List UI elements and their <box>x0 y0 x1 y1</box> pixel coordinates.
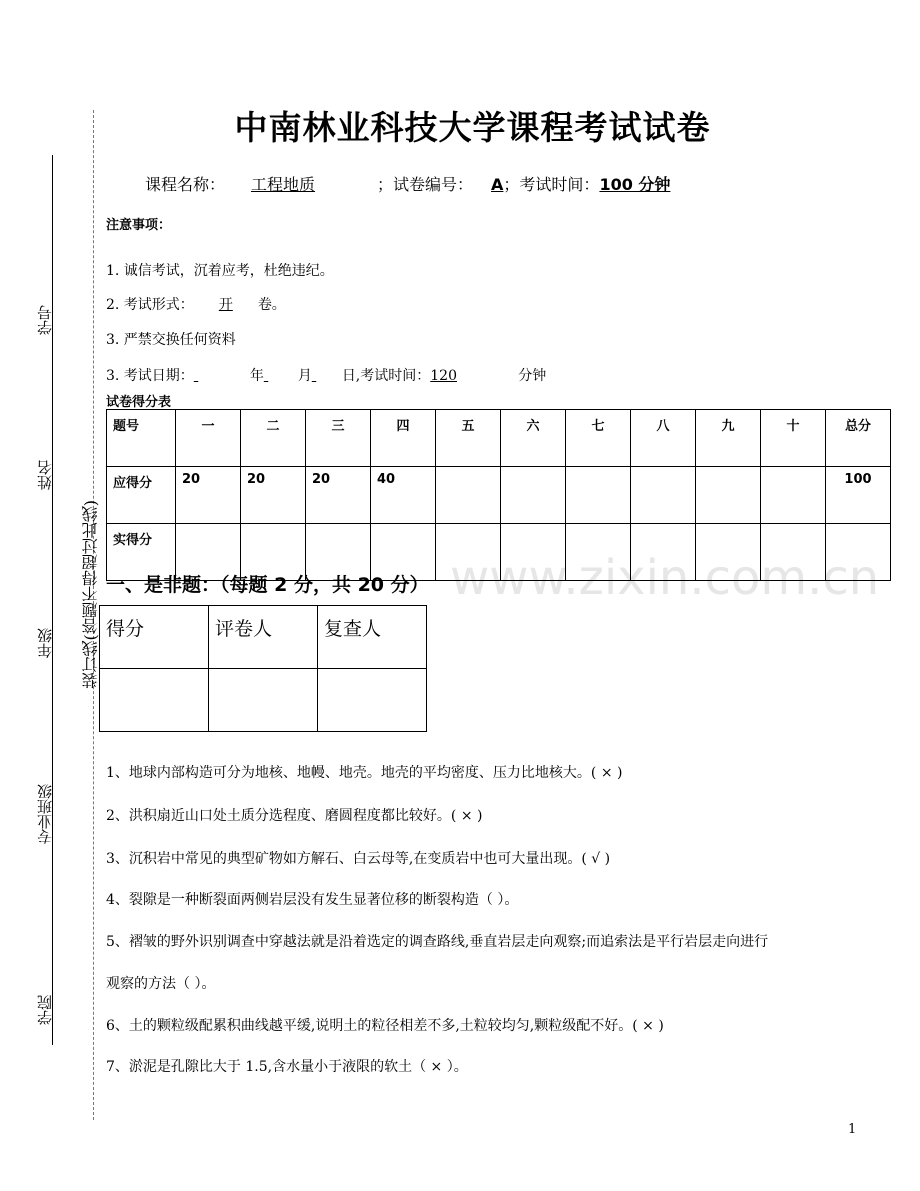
header-cell: 五 <box>436 410 501 467</box>
grade-table-input-row <box>100 669 427 732</box>
page-title: 中南林业科技大学课程考试试卷 <box>234 108 711 147</box>
header-cell: 八 <box>631 410 696 467</box>
score-input-cell[interactable] <box>761 524 826 581</box>
question-1: 1、地球内部构造可分为地核、地幔、地壳。地壳的平均密度、压力比地核大。( × ) <box>106 765 623 781</box>
question-7: 7、淤泥是孔隙比大于 1.5,含水量小于液限的软土（ × ）。 <box>106 1059 468 1075</box>
score-cell: 40 <box>371 467 436 524</box>
score-table-header-row <box>107 410 891 467</box>
grade-table-header-row <box>100 606 427 669</box>
note-item-2-prefix: 2. 考试形式： <box>106 297 194 313</box>
note-item-1: 1. 诚信考试，沉着应考，杜绝违纪。 <box>106 263 334 279</box>
note-item-2 <box>106 294 286 314</box>
course-info-line <box>145 172 670 195</box>
header-cell: 一 <box>176 410 241 467</box>
score-input-cell[interactable] <box>436 524 501 581</box>
grade-table <box>99 605 427 732</box>
score-table-heading: 试卷得分表 <box>106 395 172 410</box>
side-label-grade: 年级 <box>36 628 54 658</box>
note-item-2-suffix: 卷。 <box>257 297 286 313</box>
header-cell: 总分 <box>826 410 891 467</box>
score-table-row-should <box>107 467 891 524</box>
score-cell-total: 100 <box>826 467 891 524</box>
page-number: 1 <box>848 1122 857 1137</box>
header-cell: 六 <box>501 410 566 467</box>
exam-duration-value: 120 <box>430 368 457 384</box>
grade-header-reviewer: 复查人 <box>318 606 427 669</box>
question-5-cont: 观察的方法（ ）。 <box>106 976 216 992</box>
score-cell: 20 <box>306 467 371 524</box>
day-time-label: 日,考试时间： <box>341 368 431 384</box>
score-cell <box>501 467 566 524</box>
score-cell: 20 <box>241 467 306 524</box>
score-input-cell[interactable] <box>696 524 761 581</box>
score-input-cell[interactable] <box>501 524 566 581</box>
section-1-heading: 一、是非题：（每题 2 分，共 20 分） <box>106 574 429 596</box>
minutes-label: 分钟 <box>518 368 547 384</box>
side-line <box>52 155 53 1045</box>
note-item-4 <box>106 365 546 385</box>
exam-date-label: 3. 考试日期： <box>106 368 194 384</box>
row-label: 实得分 <box>107 524 176 581</box>
score-cell <box>696 467 761 524</box>
exam-time-label: ；考试时间： <box>503 175 600 194</box>
notes-heading: 注意事项： <box>106 218 172 233</box>
grade-header-score: 得分 <box>100 606 209 669</box>
note-item-3: 3. 严禁交换任何资料 <box>106 332 236 348</box>
header-cell: 九 <box>696 410 761 467</box>
grade-input-cell[interactable] <box>209 669 318 732</box>
grade-input-cell[interactable] <box>318 669 427 732</box>
header-cell: 七 <box>566 410 631 467</box>
side-label-major-class: 专业班级 <box>36 784 54 844</box>
grade-input-cell[interactable] <box>100 669 209 732</box>
score-cell: 20 <box>176 467 241 524</box>
month-label: 月 <box>297 368 312 384</box>
side-label-college: 学院 <box>36 995 54 1025</box>
score-input-cell[interactable] <box>566 524 631 581</box>
score-cell <box>566 467 631 524</box>
grade-header-grader: 评卷人 <box>209 606 318 669</box>
header-cell: 三 <box>306 410 371 467</box>
score-cell <box>631 467 696 524</box>
exam-time-value: 100 分钟 <box>599 175 671 194</box>
score-table <box>106 409 891 581</box>
side-label-name: 姓名 <box>36 460 54 490</box>
question-6: 6、土的颗粒级配累积曲线越平缓,说明土的粒径相差不多,土粒较均匀,颗粒级配不好。( × ) <box>106 1018 664 1034</box>
score-cell <box>436 467 501 524</box>
header-cell: 四 <box>371 410 436 467</box>
side-label-student-id: 学号 <box>36 305 54 335</box>
score-cell <box>761 467 826 524</box>
watermark: www.zixin.com.cn <box>450 550 880 606</box>
score-input-cell[interactable] <box>826 524 891 581</box>
paper-no-label: ；试卷编号： <box>377 175 474 194</box>
question-5: 5、褶皱的野外识别调查中穿越法就是沿着选定的调查路线,垂直岩层走向观察;而追索法是平行岩层走向进行 <box>106 934 769 950</box>
score-input-cell[interactable] <box>631 524 696 581</box>
header-cell: 十 <box>761 410 826 467</box>
course-name-value: 工程地质 <box>251 175 316 194</box>
question-2: 2、洪积扇近山口处土质分选程度、磨圆程度都比较好。( × ) <box>106 808 483 824</box>
row-label: 应得分 <box>107 467 176 524</box>
year-label: 年 <box>249 368 264 384</box>
paper-no-value: A <box>491 175 504 194</box>
question-4: 4、裂隙是一种断裂面两侧岩层没有发生显著位移的断裂构造（ ）。 <box>106 892 519 908</box>
header-cell: 二 <box>241 410 306 467</box>
question-3: 3、沉积岩中常见的典型矿物如方解石、白云母等,在变质岩中也可大量出现。( √ ) <box>106 851 611 867</box>
header-cell: 题号 <box>107 410 176 467</box>
binding-line-label: 装订线(答题不得超过此线) <box>81 500 100 689</box>
exam-form-value: 开 <box>218 297 233 313</box>
course-name-label: 课程名称： <box>145 175 226 194</box>
